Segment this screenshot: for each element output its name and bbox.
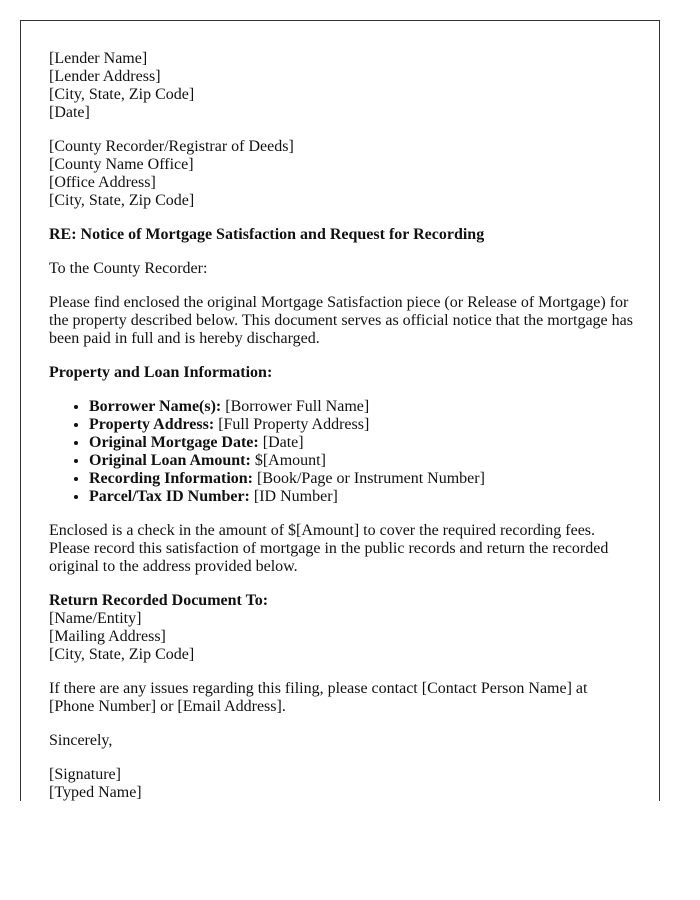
signature: [Signature] [49, 766, 121, 783]
list-item-loan-amount: • Original Loan Amount: $[Amount] [89, 452, 639, 470]
list-item-property-address: • Property Address: [Full Property Address] [89, 416, 639, 434]
letter-page [20, 20, 660, 801]
closing: Sincerely, [49, 732, 113, 749]
lender-name: [Lender Name] [49, 50, 148, 67]
contact-line: [Phone Number] or [Email Address]. [49, 698, 286, 715]
typed-name: [Typed Name] [49, 784, 142, 801]
return-heading: Return Recorded Document To: [49, 592, 269, 609]
fee-line: Enclosed is a check in the amount of $[Amount] to cover the required recording fees. [49, 522, 596, 539]
signature-block [49, 766, 639, 801]
recipient-address-block [49, 138, 639, 210]
recipient-office-address: [Office Address] [49, 174, 156, 191]
property-info-heading: Property and Loan Information: [49, 364, 273, 381]
contact-line: If there are any issues regarding this filing, please contact [Contact Person Name] at [49, 680, 588, 697]
fee-line: Please record this satisfaction of mortgage in the public records and return the recorded [49, 540, 609, 557]
return-city-state-zip: [City, State, Zip Code] [49, 646, 195, 663]
lender-address: [Lender Address] [49, 68, 161, 85]
letter-content [49, 50, 639, 801]
return-name-entity: [Name/Entity] [49, 610, 142, 627]
property-info-list [49, 398, 639, 506]
intro-paragraph [49, 294, 639, 348]
intro-line: the property described below. This document serves as official notice that the mortgage has [49, 312, 633, 329]
recipient-city-state-zip: [City, State, Zip Code] [49, 192, 195, 209]
intro-line: been paid in full and is hereby discharged. [49, 330, 320, 347]
letter-date: [Date] [49, 104, 90, 121]
list-item-recording-info: • Recording Information: [Book/Page or Instrument Number] [89, 470, 639, 488]
return-mailing-address: [Mailing Address] [49, 628, 166, 645]
fee-paragraph [49, 522, 639, 576]
subject-line: RE: Notice of Mortgage Satisfaction and Request for Recording [49, 226, 485, 243]
list-item-borrower-name: • Borrower Name(s): [Borrower Full Name] [89, 398, 639, 416]
list-item-parcel-id: • Parcel/Tax ID Number: [ID Number] [89, 488, 639, 506]
lender-city-state-zip: [City, State, Zip Code] [49, 86, 195, 103]
return-address-block [49, 592, 639, 664]
sender-address-block [49, 50, 639, 122]
contact-paragraph [49, 680, 639, 716]
salutation: To the County Recorder: [49, 260, 208, 277]
recipient-office-name: [County Name Office] [49, 156, 194, 173]
list-item-mortgage-date: • Original Mortgage Date: [Date] [89, 434, 639, 452]
recipient-title: [County Recorder/Registrar of Deeds] [49, 138, 294, 155]
intro-line: Please find enclosed the original Mortgage Satisfaction piece (or Release of Mortgage) for [49, 294, 629, 311]
fee-line: original to the address provided below. [49, 558, 298, 575]
